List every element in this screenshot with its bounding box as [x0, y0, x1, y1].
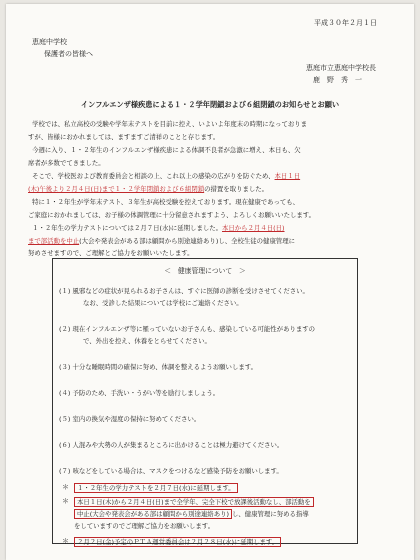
health-item-text: 風邪などの症状が見られるお子さんは、すぐに医師の診断を受けさせてください。 — [72, 287, 309, 295]
sender-title: 恵庭市立恵庭中学校長 — [306, 64, 376, 72]
health-item-text: 室内の換気や湿度の保持に努めてください。 — [72, 415, 201, 423]
health-item-text: なお、受診した結果については学校にご連絡ください。 — [83, 299, 243, 307]
note-2 — [74, 496, 314, 532]
health-item-number: (４) — [59, 389, 71, 397]
health-item-text: 十分な睡眠時間の確保に努め、体調を整えるようお願いします。 — [72, 363, 257, 371]
p1-line2: すが、皆様におかれましては、ますますご清祥のことと存じます。 — [28, 132, 220, 141]
p5-line1: １・２年生の学力テストについては２月７日(水)に延期しました。 — [32, 224, 223, 232]
recipient-guardians: 保護者の皆様へ — [44, 50, 93, 58]
health-item-number: (７) — [59, 467, 71, 475]
p5-line3: 努めさせますので、ご理解とご協力をお願いいたします。 — [28, 249, 194, 258]
paragraph-5 — [28, 222, 398, 260]
note-3-text: ２月２日(金)予定のＰＴＡ運営委員会は２月２８日(水)に延期します。 — [74, 537, 281, 547]
health-item-text: 咳などをしている場合は、マスクをつけるなど感染予防をお願いします。 — [72, 467, 283, 475]
p1-line1: 学校では、私立高校の受験や学年末テストを目前に控え、いよいよ年度末の時期になっておりま — [32, 120, 308, 128]
note-2-line3: をしていますのでご理解ご協力をお願いします。 — [74, 522, 215, 530]
paragraph-4 — [28, 196, 398, 221]
p3-line1-highlight: 本日１日 — [274, 172, 301, 180]
health-item-1 — [59, 285, 355, 309]
note-1 — [74, 482, 238, 494]
p2-line2: 席者が多数でてきました。 — [28, 158, 105, 167]
p5-line2-highlight: まで部活動を中止 — [28, 236, 80, 245]
p3-line1: そこで、学校医および教育委員会と相談の上、これ以上の感染の広がりを防ぐため、 — [32, 172, 275, 180]
health-item-number: (１) — [59, 287, 71, 295]
p5-line2: (大会や発表会がある部は顧問から別途連絡あり)し、全校生徒の健康管理に — [79, 236, 296, 245]
health-item-7 — [59, 465, 355, 477]
note-2-line2-tail: し、健康管理に努める指導 — [231, 510, 309, 518]
health-item-text: 予防のため、手洗い・うがい等を励行しましょう。 — [72, 389, 220, 397]
paragraph-3 — [28, 170, 398, 195]
health-item-3 — [59, 361, 355, 373]
p2-line1: 今週に入り、１・２年生のインフルエンザ様疾患による体調不良者が急激に増え、本日も、欠 — [32, 146, 301, 154]
health-item-number: (２) — [59, 325, 71, 333]
p4-line2: ご家庭におかれましては、お子様の体調管理に十分留意されますよう、よろしくお願いいたします。 — [28, 210, 316, 219]
note-star: ＊ — [62, 537, 69, 545]
health-item-6 — [59, 439, 355, 451]
health-item-5 — [59, 413, 355, 425]
health-item-2 — [59, 323, 355, 347]
health-item-number: (３) — [59, 363, 71, 371]
p3-line2: の措置を取りました。 — [204, 184, 269, 193]
health-item-text: 現在インフルエンザ等に罹っていないお子さんも、感染している可能性がありますの — [72, 325, 316, 333]
p4-line1: 特に１・２年生が学年末テスト、３年生が高校受験を控えております。現在健康であっても、 — [32, 198, 300, 206]
paragraph-1 — [28, 118, 398, 143]
paragraph-2 — [28, 144, 398, 169]
note-star: ＊ — [62, 497, 69, 505]
note-star: ＊ — [62, 483, 69, 491]
notice-document — [6, 4, 414, 560]
p5-line1-highlight: 本日から２月４日(日) — [222, 224, 285, 232]
health-item-text: 人混みや大勢の人が集まるところに出かけることは極力避けてください。 — [72, 441, 284, 449]
note-2-line1: 本日１日(木)から２月４日(日)まで全学年、完全下校で放課後活動なし、部活動を — [74, 497, 314, 507]
health-box-title: ＜ 健康管理について ＞ — [164, 267, 246, 275]
document-title: インフルエンザ様疾患による１・２学年閉鎖および６組閉鎖のお知らせとお願い — [80, 100, 340, 109]
recipient-school: 恵庭中学校 — [32, 38, 67, 46]
health-item-number: (６) — [59, 441, 71, 449]
health-item-4 — [59, 387, 355, 399]
note-1-text: １・２年生の学力テストを２月７日(水)に延期します。 — [74, 483, 238, 493]
health-item-number: (５) — [59, 415, 71, 423]
p3-line2-highlight: (木)午後より２月４日(日)まで１・２学年閉鎖および６組閉鎖 — [28, 184, 205, 193]
document-date: 平成３０年２月１日 — [314, 19, 377, 27]
sender-name: 鹿 野 秀 一 — [313, 76, 362, 84]
note-2-line2: 中止(大会や発表会がある部は顧問から別途連絡あり) — [74, 509, 232, 519]
note-3 — [74, 536, 281, 548]
health-item-text: で、外出を控え、休養をとらせてください。 — [83, 337, 211, 345]
